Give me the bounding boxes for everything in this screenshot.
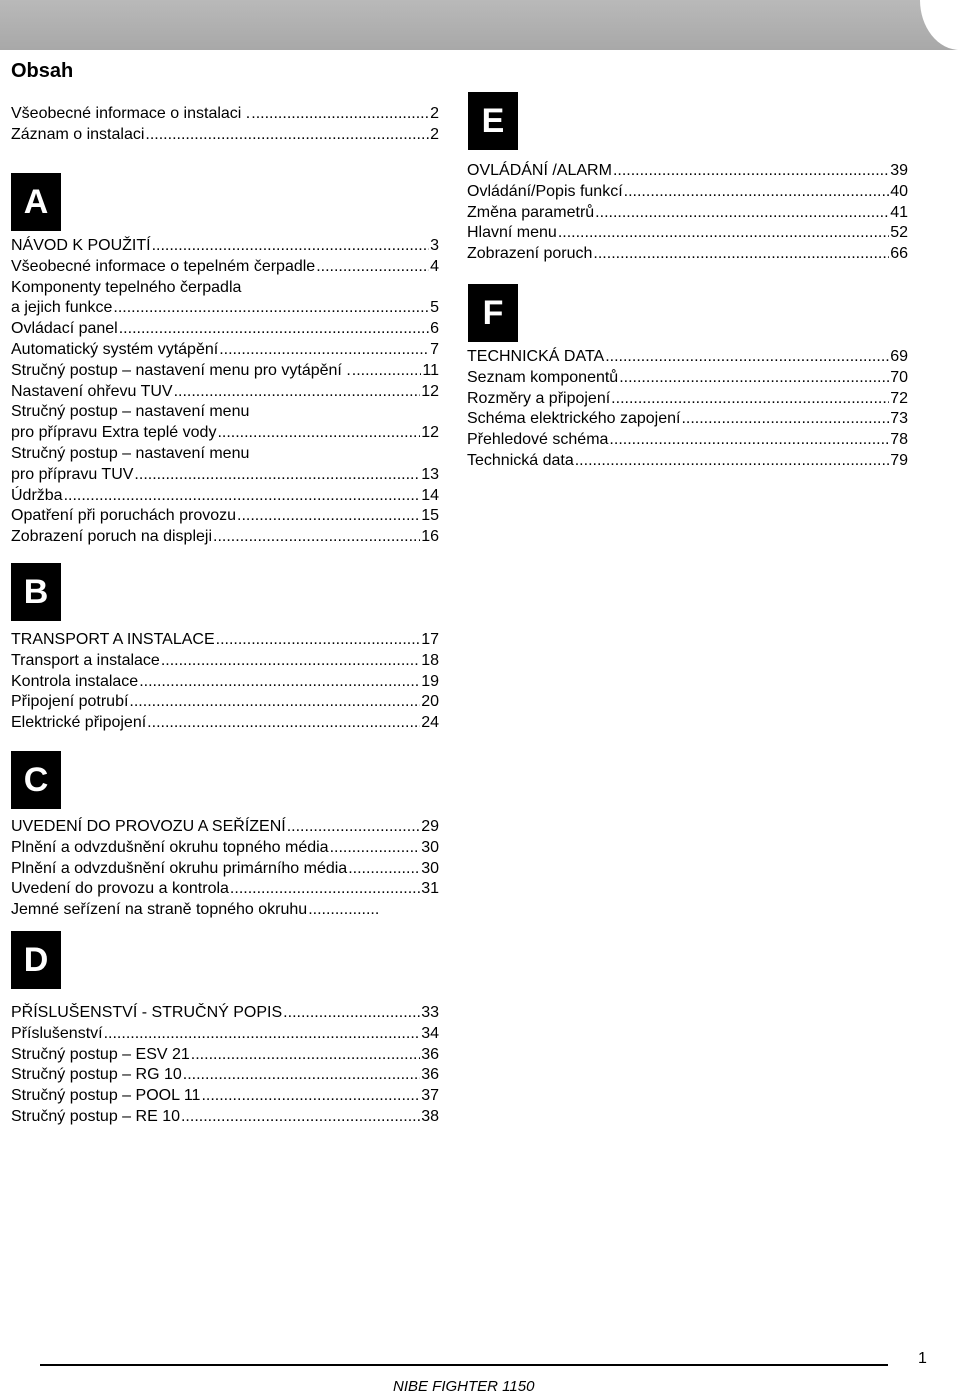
toc-entry-label: Stručný postup – RE 10 bbox=[11, 1107, 180, 1125]
toc-entry-label: Uvedení do provozu a kontrola bbox=[11, 880, 229, 898]
toc-entry-label: Stručný postup – ESV 21 bbox=[11, 1045, 190, 1063]
toc-entry[interactable] bbox=[11, 423, 439, 444]
toc-entry[interactable] bbox=[11, 1045, 439, 1066]
toc-entry-page: 19 bbox=[421, 672, 439, 690]
toc-entry-page: 41 bbox=[890, 203, 908, 221]
toc-entry[interactable] bbox=[11, 486, 439, 507]
toc-entry-page: 36 bbox=[421, 1045, 439, 1063]
toc-entry[interactable] bbox=[11, 713, 439, 734]
toc-entry-label: Příslušenství bbox=[11, 1024, 103, 1042]
toc-entry-leader bbox=[330, 838, 421, 859]
toc-entry[interactable] bbox=[11, 382, 439, 403]
toc-entry-label: Technická data bbox=[467, 451, 574, 469]
toc-entry[interactable] bbox=[11, 125, 439, 146]
toc-entry-label: Transport a instalace bbox=[11, 651, 160, 669]
toc-entry-leader bbox=[605, 347, 889, 368]
toc-entry[interactable] bbox=[11, 817, 439, 838]
toc-entry[interactable] bbox=[11, 1065, 439, 1086]
toc-entry-label: TECHNICKÁ DATA bbox=[467, 348, 605, 365]
toc-entry-page: 40 bbox=[890, 182, 908, 200]
footer-page-number: 1 bbox=[918, 1350, 927, 1367]
toc-entry-label: Plnění a odvzdušnění okruhu topného média bbox=[11, 838, 329, 856]
toc-entry-label: PŘÍSLUŠENSTVÍ - STRUČNÝ POPIS bbox=[11, 1004, 283, 1021]
toc-entry[interactable] bbox=[467, 244, 908, 265]
toc-entry-leader bbox=[174, 382, 421, 403]
toc-entry-leader bbox=[119, 319, 429, 340]
toc-entry[interactable] bbox=[11, 1086, 439, 1107]
toc-entry-leader bbox=[308, 900, 378, 921]
toc-entry-page: 16 bbox=[421, 528, 439, 546]
toc-entry[interactable] bbox=[11, 402, 439, 423]
toc-entry-label: Zobrazení poruch na displeji bbox=[11, 528, 213, 546]
toc-entry-page: 13 bbox=[421, 465, 439, 483]
toc-entry[interactable] bbox=[467, 368, 908, 389]
toc-entry[interactable] bbox=[11, 838, 439, 859]
toc-entry-page: 3 bbox=[430, 237, 439, 254]
toc-entry-leader bbox=[593, 244, 889, 265]
toc-entry-page: 73 bbox=[890, 410, 908, 428]
toc-entry-label: Zobrazení poruch bbox=[467, 245, 593, 263]
toc-entry-page: 31 bbox=[421, 880, 439, 898]
toc-entry-page: 11 bbox=[422, 361, 439, 379]
toc-entry-leader bbox=[609, 430, 889, 451]
toc-entry[interactable] bbox=[11, 319, 439, 340]
toc-entry-label: UVEDENÍ DO PROVOZU A SEŘÍZENÍ bbox=[11, 818, 286, 835]
toc-entry[interactable] bbox=[11, 859, 439, 880]
toc-entry-leader bbox=[251, 104, 429, 125]
toc-entry[interactable] bbox=[467, 203, 908, 224]
toc-entry-label: Seznam komponentů bbox=[467, 368, 619, 386]
footer-brand: NIBE FIGHTER 1150 bbox=[393, 1378, 535, 1395]
toc-entry-page: 14 bbox=[421, 486, 439, 504]
toc-entry-page: 33 bbox=[421, 1004, 439, 1021]
toc-entry-label: pro přípravu Extra teplé vody bbox=[11, 424, 217, 442]
toc-entry-leader bbox=[181, 1107, 420, 1128]
toc-entry-label: Údržba bbox=[11, 486, 63, 504]
toc-entry-label: Kontrola instalace bbox=[11, 672, 139, 690]
toc-entry-page: 20 bbox=[421, 693, 439, 711]
toc-entry-leader bbox=[147, 713, 420, 734]
toc-entry-page: 15 bbox=[421, 507, 439, 525]
toc-entry-leader bbox=[624, 182, 890, 203]
toc-entry-page: 36 bbox=[421, 1066, 439, 1084]
toc-section-b bbox=[11, 630, 439, 734]
toc-entry-leader bbox=[134, 465, 420, 486]
toc-entry[interactable] bbox=[11, 257, 439, 278]
toc-entry-page: 24 bbox=[421, 714, 439, 732]
toc-entry-label: Nastavení ohřevu TUV bbox=[11, 382, 173, 400]
toc-entry-label: Stručný postup – RG 10 bbox=[11, 1066, 182, 1084]
toc-entry-leader bbox=[219, 340, 429, 361]
toc-entry[interactable] bbox=[467, 347, 908, 368]
toc-section-a bbox=[11, 236, 439, 548]
toc-entry-label: Stručný postup – POOL 11 bbox=[11, 1087, 201, 1105]
toc-entry-page: 30 bbox=[421, 838, 439, 856]
toc-entry-label: Jemné seřízení na straně topného okruhu bbox=[11, 901, 308, 919]
toc-entry-label: Elektrické připojení bbox=[11, 714, 147, 732]
toc-entry-label: a jejich funkce bbox=[11, 299, 113, 317]
toc-entry[interactable] bbox=[11, 1003, 439, 1024]
toc-entry[interactable] bbox=[11, 278, 439, 299]
toc-entry-leader bbox=[681, 409, 889, 430]
toc-entry-page: 37 bbox=[421, 1087, 439, 1105]
toc-entry-page: 5 bbox=[430, 299, 439, 317]
toc-entry[interactable] bbox=[11, 506, 439, 527]
toc-entry[interactable] bbox=[467, 161, 908, 182]
toc-entry-label: Automatický systém vytápění bbox=[11, 340, 219, 358]
toc-entry[interactable] bbox=[11, 527, 439, 548]
toc-entry[interactable] bbox=[11, 340, 439, 361]
toc-entry-leader bbox=[611, 389, 889, 410]
toc-entry-label: NÁVOD K POUŽITÍ bbox=[11, 237, 151, 254]
toc-entry-page: 39 bbox=[890, 162, 908, 179]
toc-entry-leader bbox=[113, 298, 429, 319]
toc-entry-leader bbox=[558, 223, 889, 244]
toc-entry-leader bbox=[217, 423, 420, 444]
toc-entry-label: Rozměry a připojení bbox=[467, 389, 611, 407]
toc-entry[interactable] bbox=[11, 651, 439, 672]
toc-entry-page: 12 bbox=[421, 424, 439, 442]
toc-entry-page: 66 bbox=[890, 245, 908, 263]
toc-entry-page: 52 bbox=[890, 224, 908, 242]
toc-entry-leader bbox=[64, 486, 421, 507]
toc-entry-label: Ovládací panel bbox=[11, 320, 118, 338]
toc-entry[interactable] bbox=[11, 465, 439, 486]
toc-entry-label: TRANSPORT A INSTALACE bbox=[11, 631, 215, 648]
header-bar bbox=[0, 0, 960, 50]
toc-entry[interactable] bbox=[11, 630, 439, 651]
toc-entry-page: 6 bbox=[430, 320, 439, 338]
toc-entry-leader bbox=[139, 672, 420, 693]
toc-entry-page: 79 bbox=[890, 451, 908, 469]
toc-entry-leader bbox=[104, 1024, 421, 1045]
toc-entry-page: 2 bbox=[430, 105, 439, 122]
toc-entry[interactable] bbox=[11, 1024, 439, 1045]
toc-entry[interactable] bbox=[11, 692, 439, 713]
toc-entry-page: 72 bbox=[890, 389, 908, 407]
toc-entry-leader bbox=[129, 692, 420, 713]
toc-entry[interactable] bbox=[11, 879, 439, 900]
toc-entry-label: Stručný postup – nastavení menu bbox=[11, 444, 250, 462]
toc-entry-label: Připojení potrubí bbox=[11, 693, 129, 711]
toc-entry[interactable] bbox=[11, 104, 439, 125]
toc-entry-label: pro přípravu TUV bbox=[11, 465, 134, 483]
section-badge-a: A bbox=[11, 173, 61, 231]
toc-entry-page: 12 bbox=[421, 382, 439, 400]
toc-entry-leader bbox=[352, 361, 422, 382]
toc-entry-leader bbox=[183, 1065, 420, 1086]
toc-entry-leader bbox=[161, 651, 420, 672]
toc-entry[interactable] bbox=[467, 451, 908, 472]
toc-entry-leader bbox=[316, 257, 429, 278]
toc-entry[interactable] bbox=[11, 444, 439, 465]
toc-entry-leader bbox=[348, 859, 420, 880]
toc-entry[interactable] bbox=[467, 182, 908, 203]
toc-entry[interactable] bbox=[11, 298, 439, 319]
section-badge-b: B bbox=[11, 563, 61, 621]
toc-entry-label: Komponenty tepelného čerpadla bbox=[11, 278, 242, 296]
toc-entry-page: 69 bbox=[890, 348, 908, 365]
toc-entry-label: Stručný postup – nastavení menu bbox=[11, 403, 250, 421]
toc-entry-page: 34 bbox=[421, 1024, 439, 1042]
toc-entry[interactable] bbox=[467, 389, 908, 410]
toc-entry-leader bbox=[575, 451, 889, 472]
section-badge-d: D bbox=[11, 931, 61, 989]
toc-entry-leader bbox=[613, 161, 889, 182]
toc-entry-page: 7 bbox=[430, 340, 439, 358]
toc-entry-page: 38 bbox=[421, 1107, 439, 1125]
toc-entry-leader bbox=[287, 817, 420, 838]
toc-entry[interactable] bbox=[11, 1107, 439, 1128]
toc-section-e bbox=[467, 161, 908, 265]
toc-entry-label: Všeobecné informace o instalaci . bbox=[11, 105, 251, 122]
toc-entry-page: 78 bbox=[890, 431, 908, 449]
section-badge-c: C bbox=[11, 751, 61, 809]
toc-entry-label: Schéma elektrického zapojení bbox=[467, 410, 681, 428]
toc-entry-leader bbox=[145, 125, 429, 146]
toc-entry-leader bbox=[201, 1086, 420, 1107]
toc-entry[interactable] bbox=[11, 672, 439, 693]
toc-entry-leader bbox=[191, 1045, 420, 1066]
toc-entry-page: 2 bbox=[430, 125, 439, 143]
toc-entry-leader bbox=[213, 527, 420, 548]
toc-entry-page: 30 bbox=[421, 859, 439, 877]
toc-entry-page: 29 bbox=[421, 818, 439, 835]
toc-entry-leader bbox=[237, 506, 420, 527]
toc-entry-leader bbox=[595, 203, 889, 224]
toc-entry[interactable] bbox=[467, 430, 908, 451]
toc-entry-leader bbox=[216, 630, 421, 651]
toc-section-f bbox=[467, 347, 908, 472]
toc-entry-page: 70 bbox=[890, 368, 908, 386]
toc-entry[interactable] bbox=[467, 223, 908, 244]
toc-entry-label: Změna parametrů bbox=[467, 203, 595, 221]
toc-entry-leader bbox=[152, 236, 430, 257]
toc-entry-page: 18 bbox=[421, 651, 439, 669]
toc-entry-label: Plnění a odvzdušnění okruhu primárního média bbox=[11, 859, 348, 877]
toc-entry[interactable] bbox=[11, 900, 439, 921]
toc-entry-label: OVLÁDÁNÍ /ALARM bbox=[467, 162, 612, 179]
toc-entry[interactable] bbox=[467, 409, 908, 430]
toc-entry-label: Hlavní menu bbox=[467, 224, 557, 242]
section-badge-e: E bbox=[468, 92, 518, 150]
toc-entry-page: 17 bbox=[421, 631, 439, 648]
footer-rule bbox=[40, 1364, 888, 1366]
toc-entry-leader bbox=[619, 368, 889, 389]
toc-entry-label: Opatření při poruchách provozu bbox=[11, 507, 237, 525]
toc-entry[interactable] bbox=[11, 236, 439, 257]
toc-entry-leader bbox=[230, 879, 420, 900]
toc-intro bbox=[11, 104, 439, 146]
page-title: Obsah bbox=[11, 60, 74, 82]
toc-entry-label: Stručný postup – nastavení menu pro vytápění . bbox=[11, 361, 351, 379]
toc-section-c bbox=[11, 817, 439, 921]
toc-entry-label: Ovládání/Popis funkcí bbox=[467, 182, 623, 200]
section-badge-f: F bbox=[468, 284, 518, 342]
toc-entry-label: Přehledové schéma bbox=[467, 431, 609, 449]
toc-section-d bbox=[11, 1003, 439, 1128]
toc-entry[interactable] bbox=[11, 361, 439, 382]
toc-entry-page: 4 bbox=[430, 257, 439, 275]
toc-entry-label: Všeobecné informace o tepelném čerpadle bbox=[11, 257, 316, 275]
toc-entry-label: Záznam o instalaci bbox=[11, 125, 145, 143]
toc-entry-leader bbox=[283, 1003, 420, 1024]
